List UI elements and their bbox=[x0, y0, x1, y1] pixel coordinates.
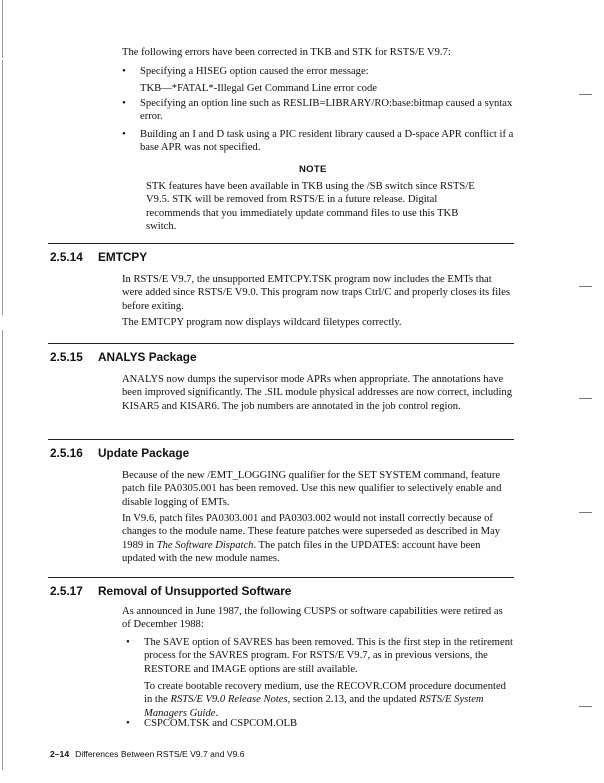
margin-tick bbox=[579, 398, 592, 399]
section-title: Removal of Unsupported Software bbox=[98, 584, 292, 598]
scan-edge-mark bbox=[2, 60, 3, 315]
section-title: EMTCPY bbox=[98, 250, 148, 264]
release-notes-ref: RSTS/E V9.0 Release Notes bbox=[170, 694, 288, 706]
intro-lead: The following errors have been corrected in TKB and STK for RSTS/E V9.7: bbox=[122, 47, 451, 58]
bullet-icon: • bbox=[122, 128, 126, 140]
section-number: 2.5.16 bbox=[50, 446, 83, 460]
section-heading bbox=[50, 250, 147, 264]
managers-guide-ref: RSTS/E System Managers Guide bbox=[144, 694, 484, 719]
intro-bullet-3: Building an I and D task using a PIC resident library caused a D-space APR conflict if a base APR was not specified. bbox=[140, 129, 514, 154]
section-heading bbox=[50, 446, 189, 460]
note-text: STK features have been available in TKB using the /SB switch since RSTS/E V9.5. STK will be removed from RSTS/E in a future release. Digital recommends that you immediately update command files to use this TKB switch. bbox=[146, 181, 475, 233]
margin-tick bbox=[579, 512, 592, 513]
margin-tick bbox=[579, 286, 592, 287]
bullet-icon: • bbox=[126, 636, 130, 648]
section-divider bbox=[48, 343, 514, 344]
publication-title: The Software Dispatch bbox=[156, 539, 254, 551]
removal-bullet-1: The SAVE option of SAVRES has been removed. This is the first step in the retirement process for the SAVRES program. For RSTS/E V9.7, as in previous versions, the RESTORE and IMAGE options are still available. bbox=[144, 637, 513, 675]
section-number: 2.5.17 bbox=[50, 584, 83, 598]
bullet-icon: • bbox=[122, 65, 126, 77]
section-divider bbox=[48, 439, 514, 440]
intro-bullet-1: Specifying a HISEG option caused the error message: bbox=[140, 66, 369, 77]
bullet-icon: • bbox=[126, 717, 130, 729]
footer-title: Differences Between RSTS/E V9.7 and V9.6 bbox=[75, 749, 245, 759]
section-heading bbox=[50, 584, 291, 598]
section-divider bbox=[48, 577, 514, 578]
section-divider bbox=[48, 243, 514, 244]
section-title: Update Package bbox=[98, 446, 190, 460]
margin-tick bbox=[579, 706, 592, 707]
note-label: NOTE bbox=[299, 164, 327, 175]
section-paragraph: In V9.6, patch files PA0303.001 and PA0303.002 would not install correctly because of changes to the module name. These feature patches were superseded as described in May 1989 in The Software Dispatch. The patch files in the UPDATE$: account have been updated with the new module names. bbox=[122, 513, 501, 565]
scan-edge-mark bbox=[2, 0, 3, 58]
page-number: 2–14 bbox=[50, 749, 70, 759]
recovery-instructions: To create bootable recovery medium, use the RECOVR.COM procedure documented in the RSTS/E V9.0 Release Notes, section 2.13, and the updated RSTS/E System Managers Guide. bbox=[144, 681, 506, 719]
section-paragraph: In RSTS/E V9.7, the unsupported EMTCPY.TSK program now includes the EMTs that were added since RSTS/E V9.0. This program now traps Ctrl/C and properly closes its files before exiting. bbox=[122, 274, 510, 312]
scan-edge-mark bbox=[2, 330, 3, 770]
section-number: 2.5.14 bbox=[50, 250, 83, 264]
page-footer bbox=[50, 749, 245, 759]
intro-bullet-1-message: TKB—*FATAL*-Illegal Get Command Line error code bbox=[140, 83, 377, 94]
section-paragraph: Because of the new /EMT_LOGGING qualifier for the SET SYSTEM command, feature patch file PA0305.001 has been removed. Use this new qualifier to selectively enable and disable logging of EMTs. bbox=[122, 470, 502, 508]
bullet-icon: • bbox=[122, 97, 126, 109]
section-paragraph: The EMTCPY program now displays wildcard filetypes correctly. bbox=[122, 317, 402, 328]
section-number: 2.5.15 bbox=[50, 350, 83, 364]
removal-bullet-2: CSPCOM.TSK and CSPCOM.OLB bbox=[144, 718, 298, 729]
intro-bullet-2: Specifying an option line such as RESLIB=LIBRARY/RO:base:bitmap caused a syntax error. bbox=[140, 98, 513, 123]
section-paragraph: As announced in June 1987, the following CUSPS or software capabilities were retired as of December 1988: bbox=[122, 606, 503, 631]
section-title: ANALYS Package bbox=[98, 350, 197, 364]
section-paragraph: ANALYS now dumps the supervisor mode APRs when appropriate. The annotations have been improved significantly. The .SIL module physical addresses are now correct, including KISAR5 and KISAR6. The job numbers are annotated in the job control region. bbox=[122, 374, 512, 412]
margin-tick bbox=[579, 94, 592, 95]
section-heading bbox=[50, 350, 197, 364]
